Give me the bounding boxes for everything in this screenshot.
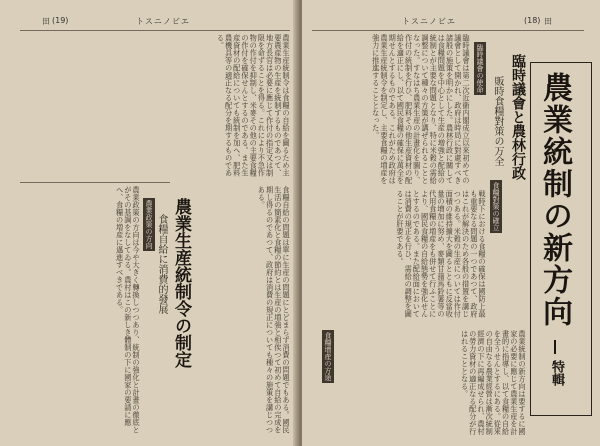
right-page-number: (18) bbox=[524, 16, 541, 25]
right-body-bottom: 農業統制の新方向は要するに國家の必要に應じて農業生産を計畫的に指導し、以て食糧の自給を全うせんとするにある。從來の自由なる農業經營は漸次統制經濟の下に再編成せられ、農村の勞力資材の適正なる配分が行はれることとなる。 bbox=[460, 330, 527, 435]
left-body-top: 農業生産統制令は食糧の自給を圖るため主要農産物の生産を統制するものであつて、地方長官は必要に應じて作付の指定又は制限を命ずることを得る。これにより不急作物の作付を抑制し、米麥その他の主要食糧の作付を確保せんとするのである。また生産資材の配給についても統制を加へ、肥料農機具等の適正なる配分を期するものである。 bbox=[216, 34, 291, 177]
feature-title: 農業統制の新方向 bbox=[537, 72, 572, 328]
feature-label: 特輯 bbox=[549, 360, 564, 386]
left-article-subtitle: 食糧自給に消費的發展 bbox=[156, 214, 167, 314]
left-column-rule bbox=[20, 182, 170, 183]
feature-byline: 販時食糧對策の万全 bbox=[492, 76, 503, 166]
feature-subtitle: 臨時議會と農林行政 bbox=[510, 54, 526, 180]
right-section-tag-1: 臨時議會の使命 bbox=[476, 44, 484, 93]
right-page-header bbox=[302, 16, 600, 28]
right-section-tag-2: 食糧對策の確立 bbox=[492, 182, 500, 231]
left-page bbox=[0, 0, 298, 446]
feature-label-dash bbox=[554, 340, 556, 354]
left-section-tag: 農業政策の方向 bbox=[145, 200, 153, 249]
right-page-suffix: 田 bbox=[544, 17, 552, 26]
left-body-right-lower: 食糧自給の問題は單に生産の問題にとどまらず消費の問題でもある。國民生活の簡素化と食糧の節約とは生産の増強と相俟つて初めて自給の完成を期し得るのであつて、政府は消費の規正についても種々の施策を講じつつある。 bbox=[257, 186, 291, 434]
right-body-middle: 戦時下における食糧の確保は國防上最も重要なる問題の一つであつて、政府はこれが解決のため各般の措置を講じつつある。米穀の生産については作付面積の維持擴大を圖るとともに反當收量の増加に努め、麥類甘藷馬鈴薯等の代用食糧の増産をも併せて行ふことにより、國民食糧の自給態勢を強化せんとするのである。また配給面においては消費の規正を行ひ、需給の調整を圖ることが肝要である。 bbox=[395, 190, 487, 318]
right-header-rule bbox=[312, 30, 584, 31]
left-body-left-lower: 農業政策の方向は今や大きく轉換しつつあり、統制の強化と計畫の徹底とがその基調をなしてゐる。農村はこの新しき體制の下に國家の要請に應へ、食糧の増産に邁進すべきである。 bbox=[115, 186, 141, 434]
right-body-top: 臨時議會は第二次近衞内閣成立以來初めての議會として開かれ、政府は時局に對處すべき諸般の施策を明かにした。農林行政に關しては食糧問題を中心として生産の増強と配給の統制とが主要な問題となり、特に米穀の需給調整について種々の方策が講ぜられることとなった。すなはち農業生産の計畫化を圖り、作付の統制を行ひ、肥料その他生産資材の配給を適正にし、以て國民食糧の確保に萬全を期せんとするものである。これがため政府は農業生産統制令を制定し、主要食糧の増産を強力に推進することとなった。 bbox=[371, 34, 471, 184]
left-page-header bbox=[0, 16, 298, 28]
left-magazine-name: トスニノビエ bbox=[136, 17, 190, 26]
left-article-title: 農業生産統制令の制定 bbox=[171, 198, 191, 368]
left-header-rule bbox=[20, 30, 290, 31]
right-magazine-name: トスニノビエ bbox=[402, 17, 456, 26]
left-page-number: (19) bbox=[52, 16, 69, 25]
left-page-prefix: 田 bbox=[42, 17, 50, 26]
right-page bbox=[302, 0, 600, 446]
right-section-tag-4: 食糧增産の方途 bbox=[324, 332, 332, 381]
